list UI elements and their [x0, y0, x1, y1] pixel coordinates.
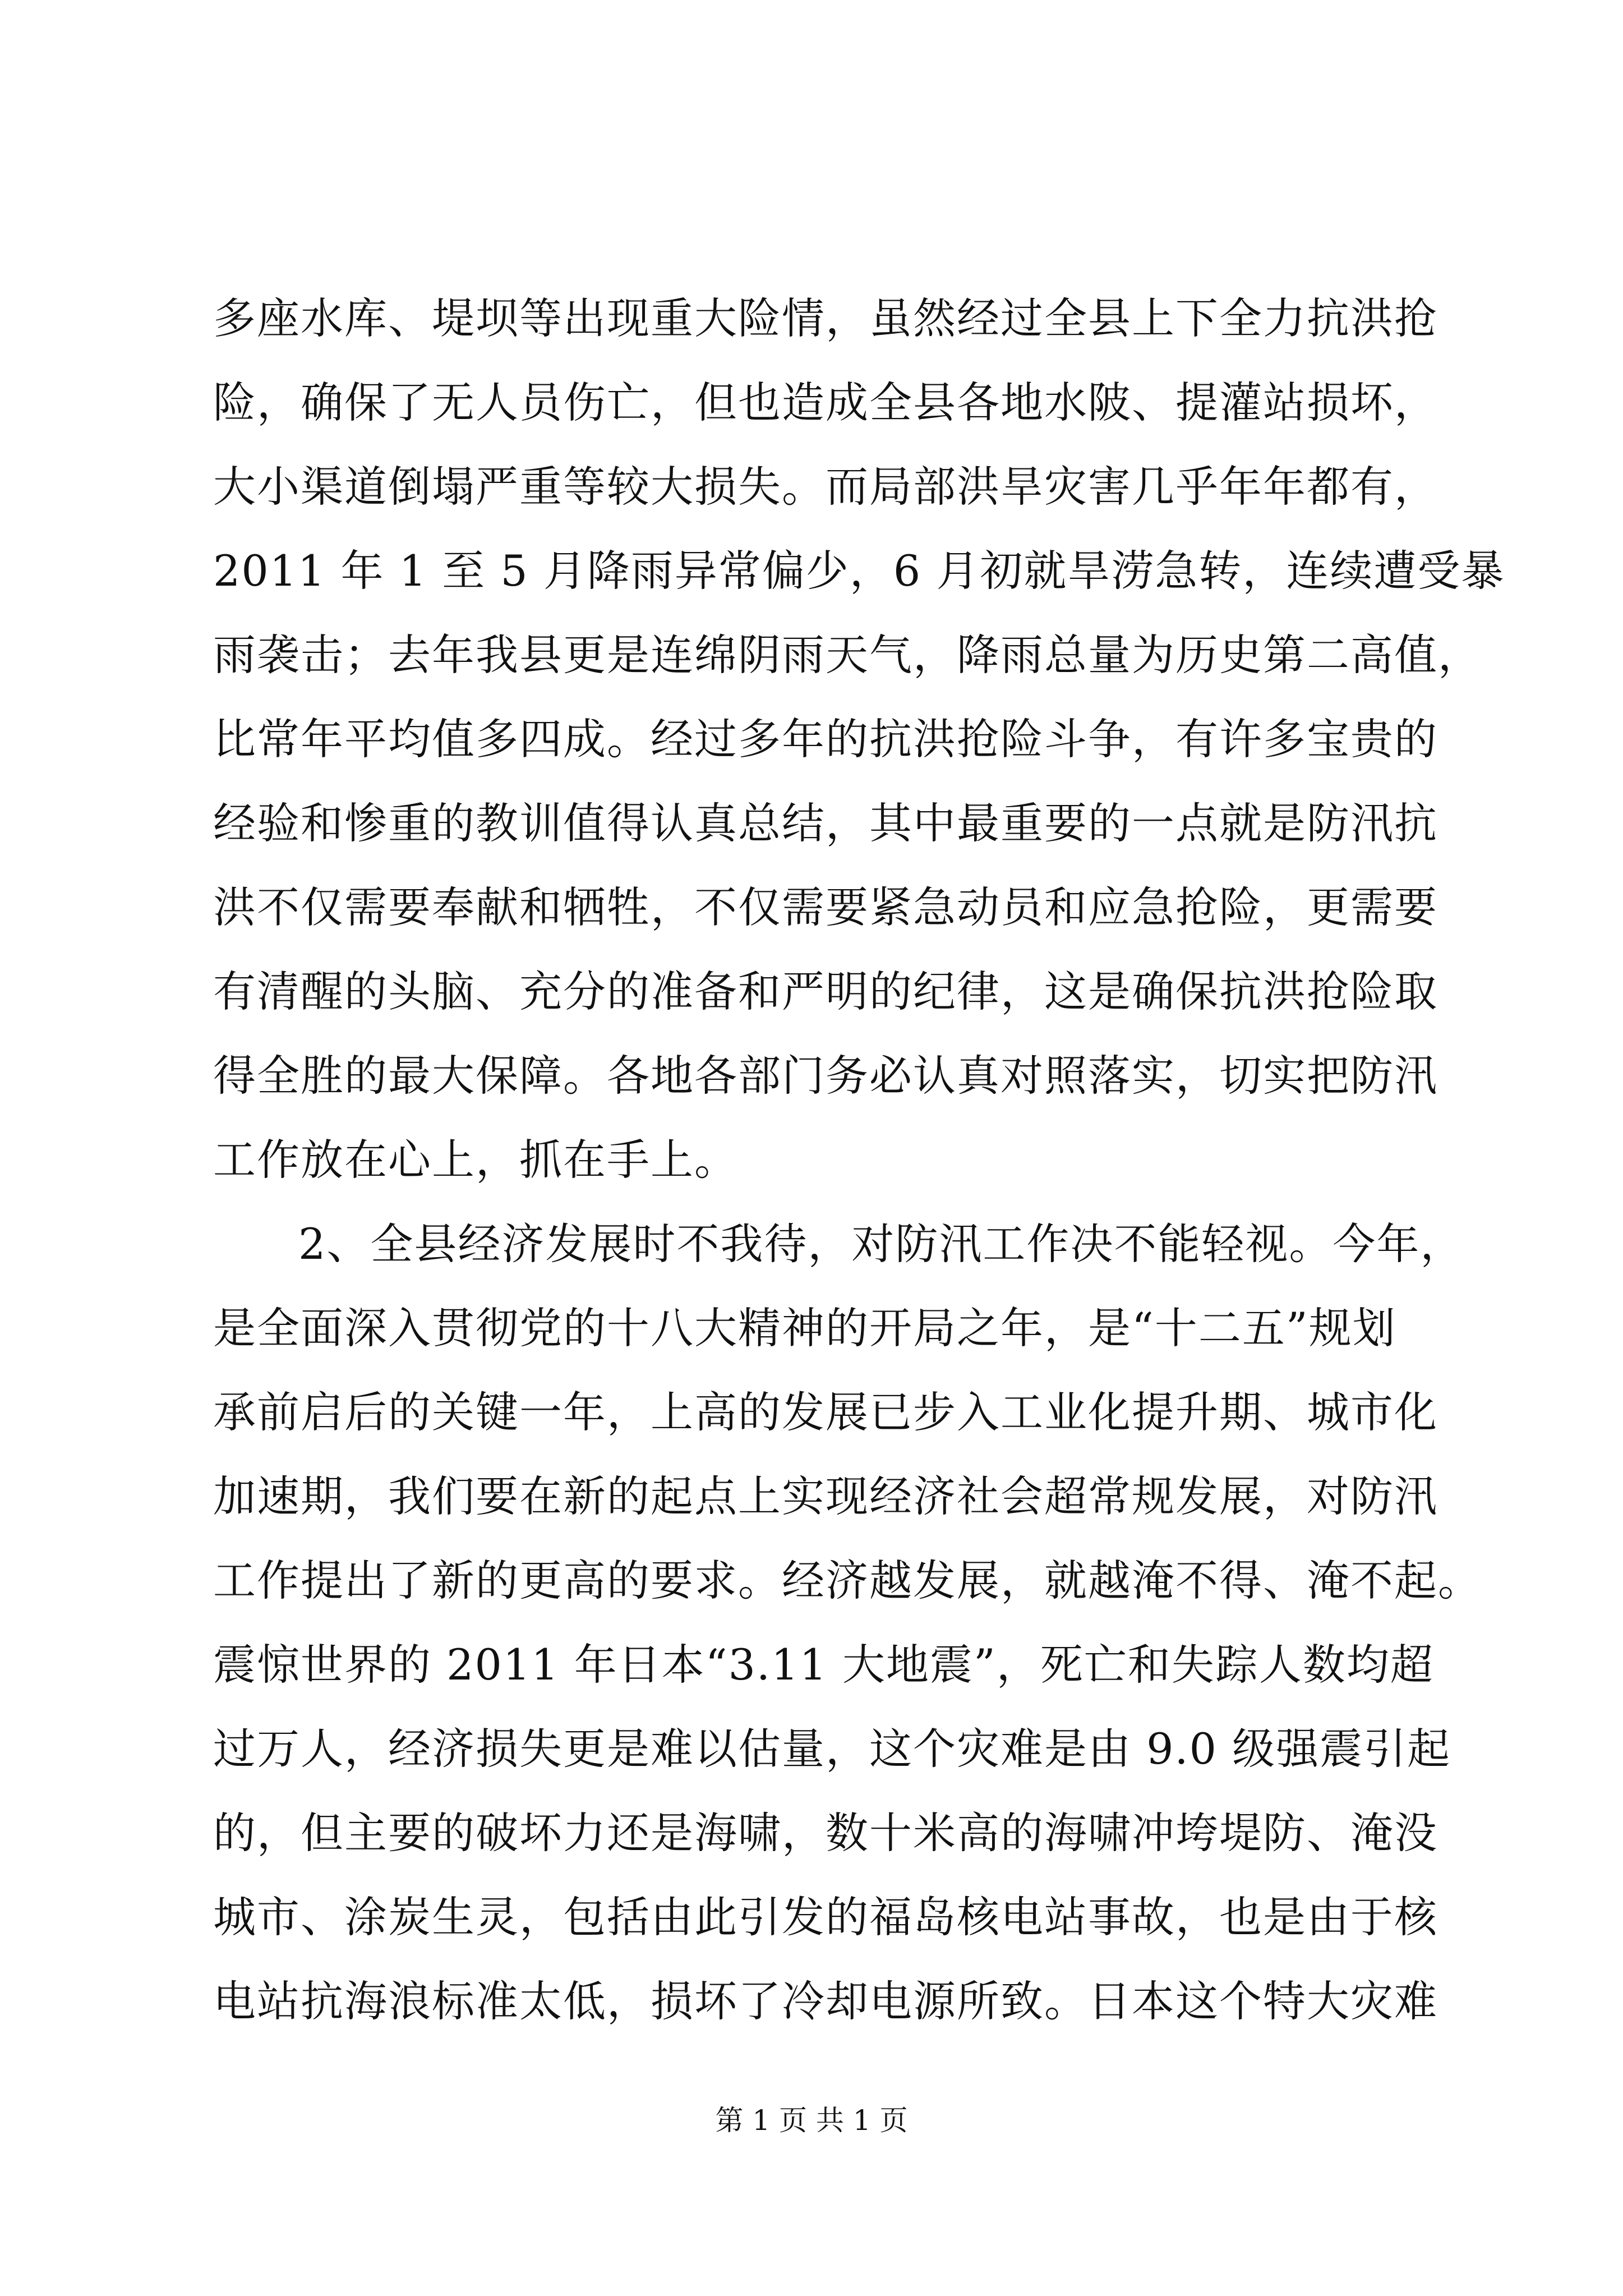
paragraph-start-line: 2、全县经济发展时不我待，对防汛工作决不能轻视。今年， [298, 1219, 1464, 1269]
text-line: 洪不仅需要奉献和牺牲，不仅需要紧急动员和应急抢险，更需要 [213, 882, 1438, 932]
text-line: 有清醒的头脑、充分的准备和严明的纪律，这是确保抗洪抢险取 [213, 967, 1438, 1016]
text-line: 城市、涂炭生灵，包括由此引发的福岛核电站事故，也是由于核 [213, 1892, 1438, 1942]
text-line: 震惊世界的 2011 年日本“3.11 大地震”，死亡和失踪人数均超 [213, 1640, 1434, 1690]
text-line: 是全面深入贯彻党的十八大精神的开局之年，是“十二五”规划 [213, 1303, 1396, 1353]
text-line: 经验和惨重的教训值得认真总结，其中最重要的一点就是防汛抗 [213, 798, 1438, 848]
text-line: 雨袭击；去年我县更是连绵阴雨天气，降雨总量为历史第二高值， [213, 630, 1482, 680]
text-line: 多座水库、堤坝等出现重大险情，虽然经过全县上下全力抗洪抢 [213, 293, 1438, 343]
text-line: 险，确保了无人员伤亡，但也造成全县各地水陂、提灌站损坏， [213, 378, 1438, 427]
text-line: 得全胜的最大保障。各地各部门务必认真对照落实，切实把防汛 [213, 1051, 1438, 1101]
text-line: 工作提出了新的更高的要求。经济越发展，就越淹不得、淹不起。 [213, 1556, 1482, 1605]
text-line: 加速期，我们要在新的起点上实现经济社会超常规发展，对防汛 [213, 1471, 1438, 1521]
text-line: 承前启后的关键一年，上高的发展已步入工业化提升期、城市化 [213, 1387, 1438, 1437]
text-line: 电站抗海浪标准太低，损坏了冷却电源所致。日本这个特大灾难 [213, 1976, 1438, 2026]
text-line: 比常年平均值多四成。经过多年的抗洪抢险斗争，有许多宝贵的 [213, 714, 1438, 764]
text-line: 工作放在心上，抓在手上。 [213, 1135, 738, 1185]
text-line: 的，但主要的破坏力还是海啸，数十米高的海啸冲垮堤防、淹没 [213, 1808, 1438, 1858]
text-line: 过万人，经济损失更是难以估量，这个灾难是由 9.0 级强震引起 [213, 1724, 1451, 1774]
text-line: 2011 年 1 至 5 月降雨异常偏少，6 月初就旱涝急转，连续遭受暴 [213, 546, 1505, 596]
page-footer: 第 1 页 共 1 页 [715, 2104, 908, 2137]
text-line: 大小渠道倒塌严重等较大损失。而局部洪旱灾害几乎年年都有， [213, 462, 1438, 512]
